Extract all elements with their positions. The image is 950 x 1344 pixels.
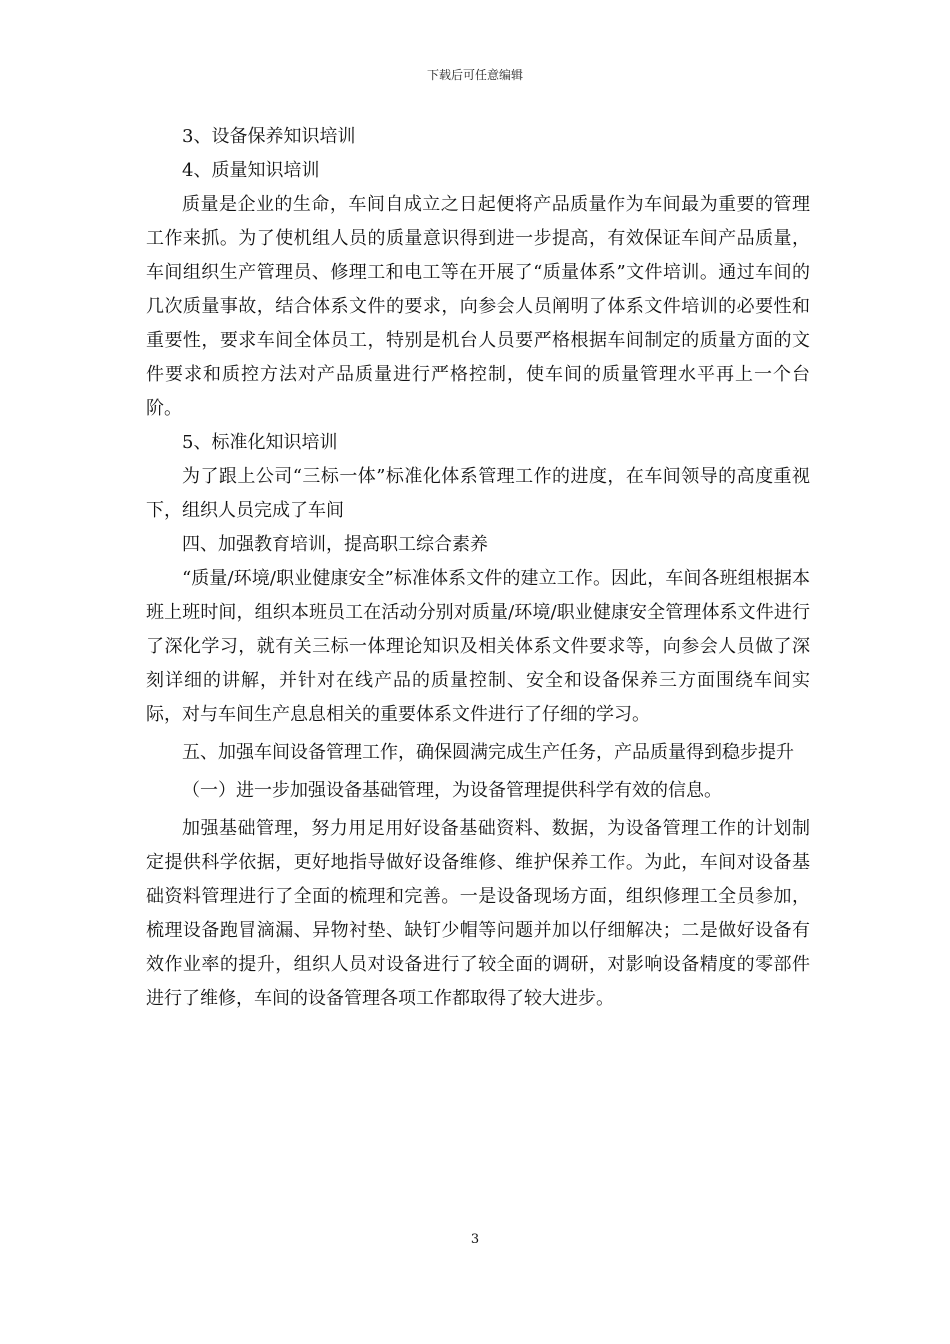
body-paragraph: 加强基础管理，努力用足用好设备基础资料、数据，为设备管理工作的计划制定提供科学依据，更好地指导做好设备维修、维护保养工作。为此，车间对设备基础资料管理进行了全面的梳理和完善。一是设备现场方面，组织修理工全员参加，梳理设备跑冒滴漏、异物衬垫、缺钉少帽等问题并加以仔细解决；二是做好设备有效作业率的提升，组织人员对设备进行了较全面的调研，对影响设备精度的零部件进行了维修，车间的设备管理各项工作都取得了较大进步。 xyxy=(146,818,810,1009)
section-heading: 5、标准化知识培训 xyxy=(182,432,338,453)
body-paragraph: “质量/环境/职业健康安全”标准体系文件的建立工作。因此，车间各班组根据本班上班时间，组织本班员工在活动分别对质量/环境/职业健康安全管理体系文件进行了深化学习，就有关三标一体理论知识及相关体系文件要求等，向参会人员做了深刻详细的讲解，并针对在线产品的质量控制、安全和设备保养三方面围绕车间实际，对与车间生产息息相关的重要体系文件进行了仔细的学习。 xyxy=(146,568,810,725)
section-heading: 4、质量知识培训 xyxy=(182,160,320,181)
section-heading: 四、加强教育培训，提高职工综合素养 xyxy=(182,534,488,555)
page-header: 下载后可任意编辑 xyxy=(426,68,523,82)
page-number: 3 xyxy=(470,1232,480,1247)
document-body xyxy=(146,120,810,1016)
section-heading: 五、加强车间设备管理工作，确保圆满完成生产任务，产品质量得到稳步提升 xyxy=(182,742,794,763)
section-heading: 3、设备保养知识培训 xyxy=(182,126,356,147)
body-paragraph: 质量是企业的生命，车间自成立之日起便将产品质量作为车间最为重要的管理工作来抓。为了使机组人员的质量意识得到进一步提高，有效保证车间产品质量，车间组织生产管理员、修理工和电工等在开展了“质量体系”文件培训。通过车间的几次质量事故，结合体系文件的要求，向参会人员阐明了体系文件培训的必要性和重要性，要求车间全体员工，特别是机台人员要严格根据车间制定的质量方面的文件要求和质控方法对产品质量进行严格控制，使车间的质量管理水平再上一个台阶。 xyxy=(146,194,810,419)
body-paragraph: 为了跟上公司“三标一体”标准化体系管理工作的进度，在车间领导的高度重视下，组织人员完成了车间 xyxy=(146,466,810,521)
subsection-heading: （一）进一步加强设备基础管理，为设备管理提供科学有效的信息。 xyxy=(182,780,722,801)
